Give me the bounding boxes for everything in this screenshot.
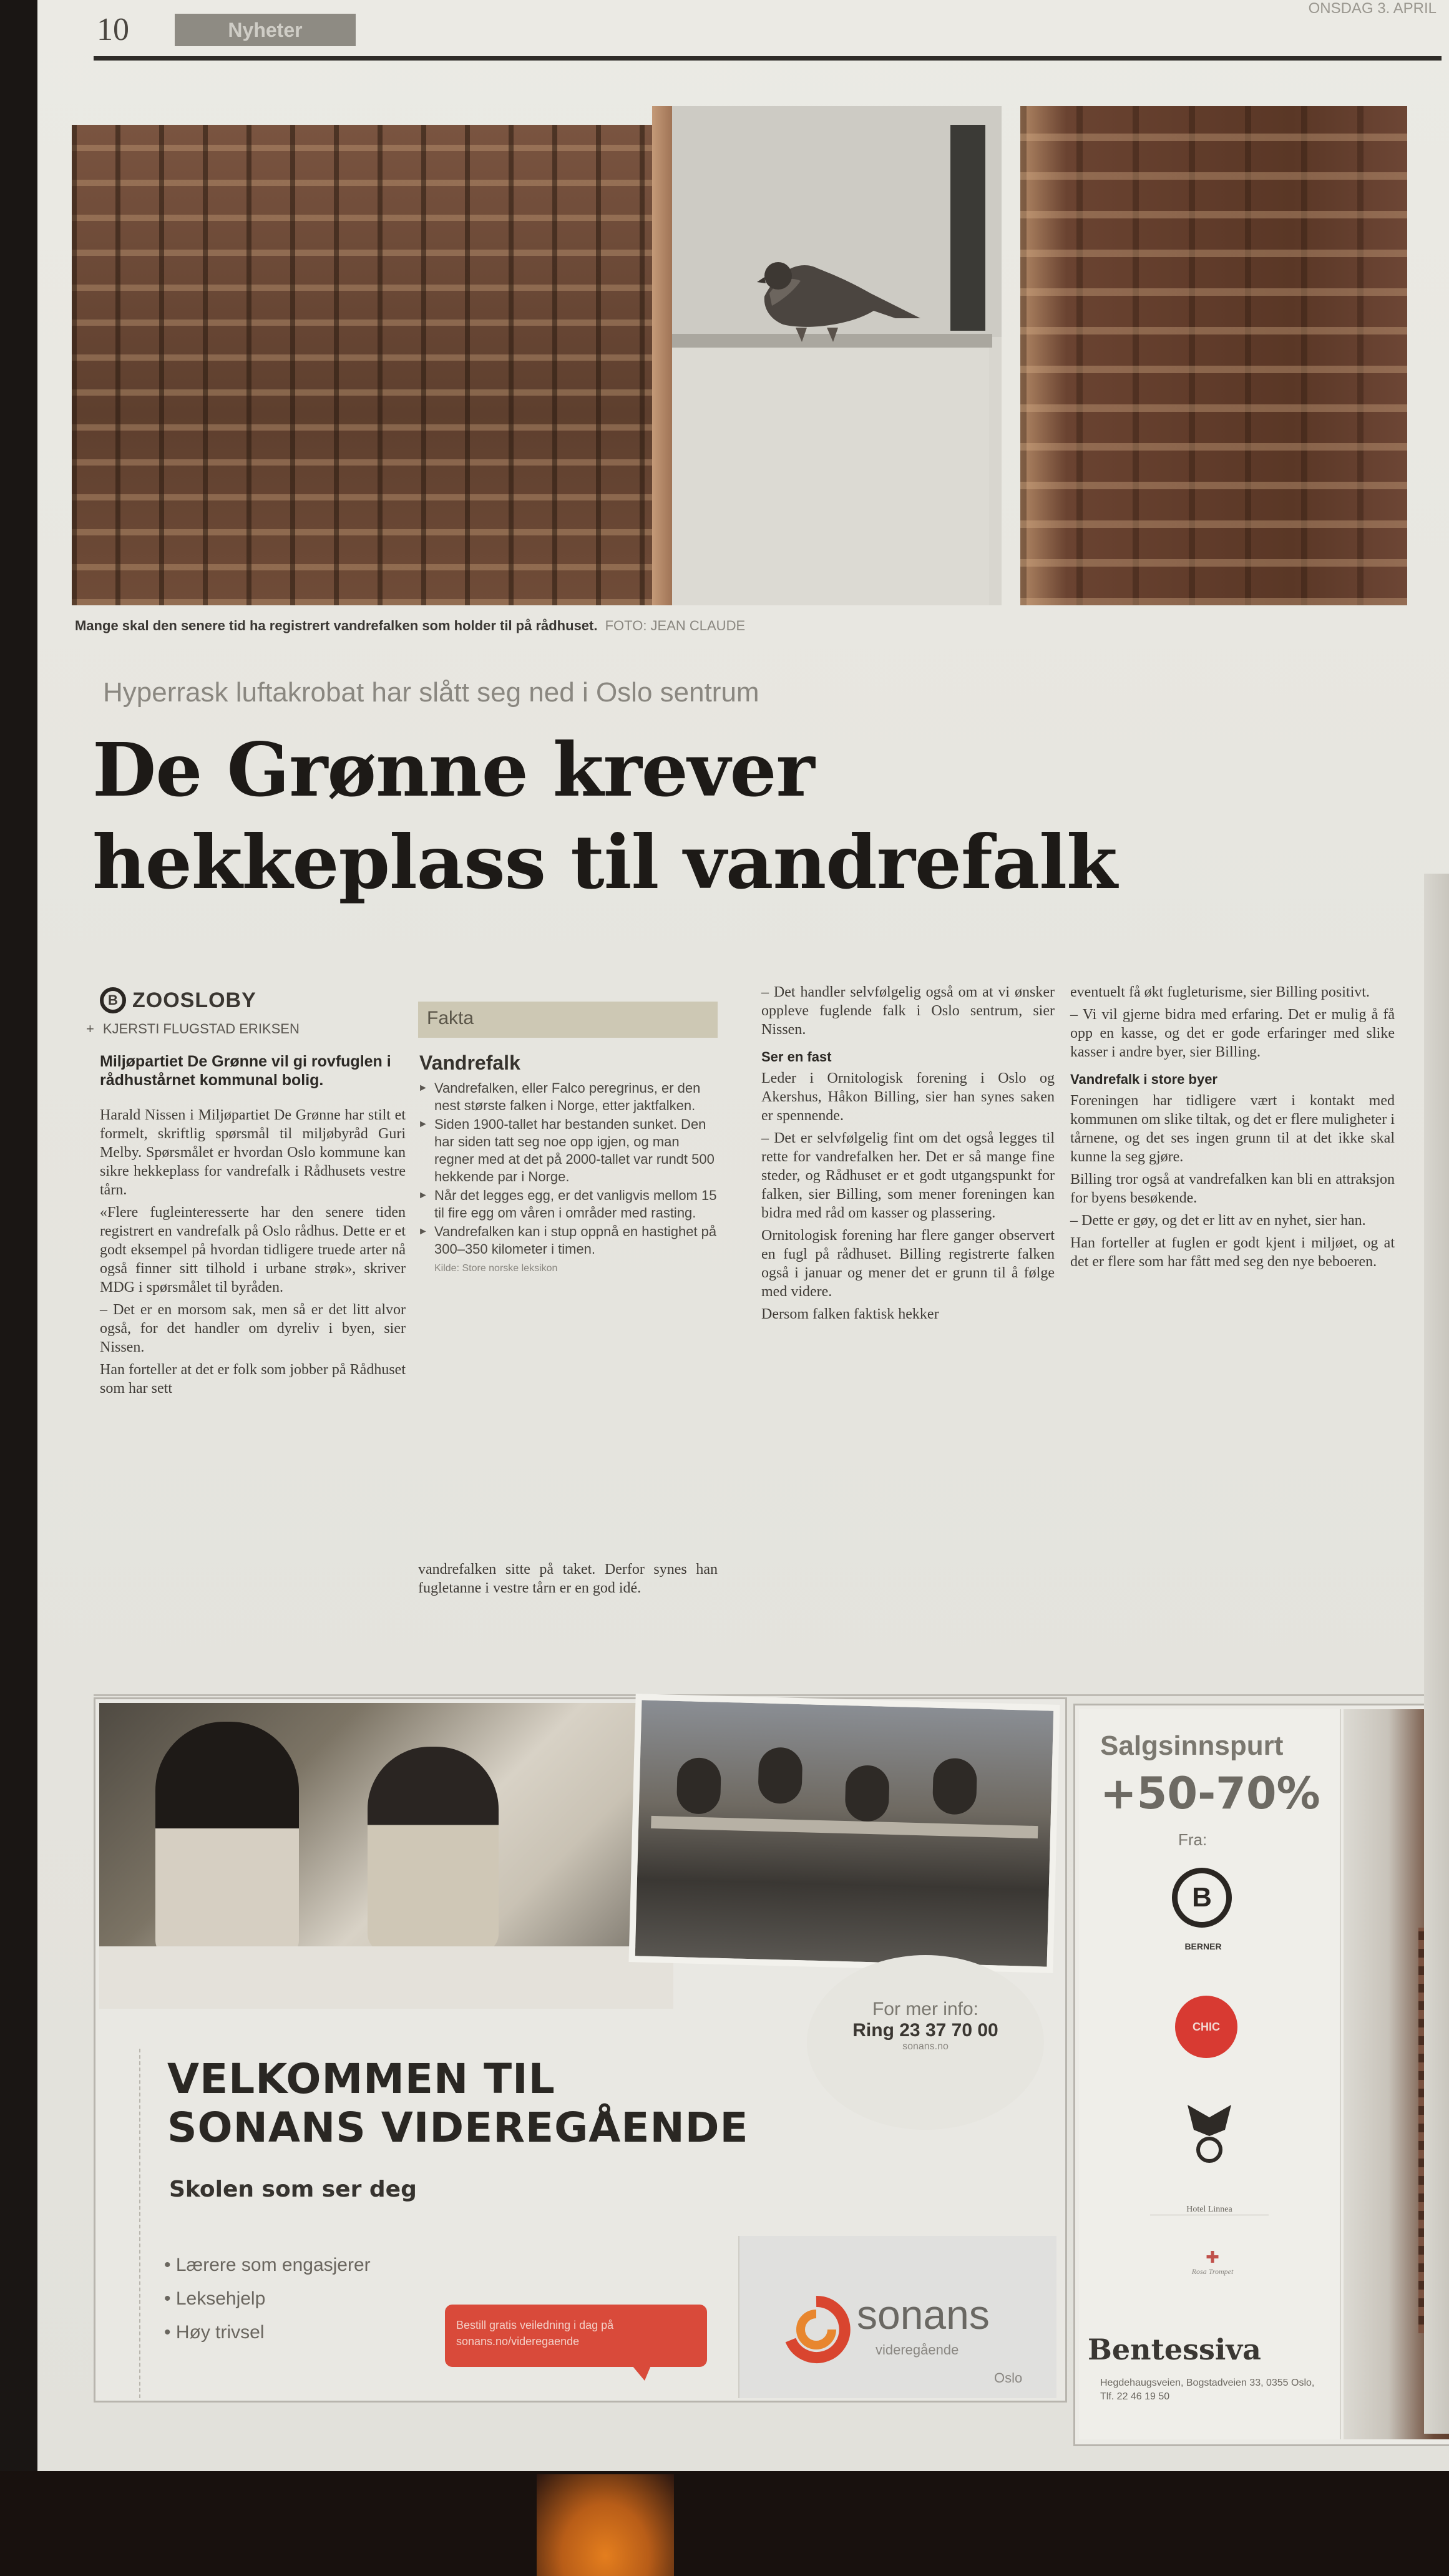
rosa-logo-text: Rosa Trompet xyxy=(1191,2267,1234,2276)
plus-icon: + xyxy=(86,1021,94,1037)
body-paragraph: – Det er en morsom sak, men så er det litt alvor også, for det handler om dyreliv i byen, sier Nissen. xyxy=(100,1302,406,1355)
byline xyxy=(86,1020,406,1038)
ad-tagline: Skolen som ser deg xyxy=(169,2177,417,2202)
sale-advertisement[interactable] xyxy=(1073,1704,1449,2446)
rosa-logo xyxy=(1181,2248,1244,2276)
contact-label: For mer info: xyxy=(872,1999,979,2019)
logo-text: ZOOSLOBY xyxy=(132,988,256,1012)
ad-bullet-list xyxy=(164,2248,371,2349)
ad-divider xyxy=(94,1694,1435,1696)
brick-column-photo xyxy=(1020,106,1407,605)
photo-credit: FOTO: JEAN CLAUDE xyxy=(605,618,746,633)
article-subhead: Ser en fast xyxy=(761,1049,832,1065)
sonans-logo-icon xyxy=(782,2295,851,2364)
fact-list xyxy=(418,1080,718,1258)
cross-icon: ✚ xyxy=(1206,2248,1219,2266)
body-paragraph: Han forteller at det er folk som jobber på Rådhuset som har sett xyxy=(100,1362,406,1397)
dateline: ONSDAG 3. APRIL xyxy=(1308,0,1437,17)
ad-bullet: • Leksehjelp xyxy=(164,2282,371,2316)
section-label: Nyheter xyxy=(175,14,356,46)
student-head xyxy=(676,1757,721,1815)
sonans-advertisement[interactable] xyxy=(94,1697,1067,2403)
shop-name: Bentessiva xyxy=(1088,2333,1261,2366)
article-column-3 xyxy=(761,983,1055,1327)
student-figure xyxy=(368,1747,499,1953)
brick-wall-photo xyxy=(72,125,652,605)
photo-caption xyxy=(75,618,1417,634)
body-paragraph: «Flere fugleinteresserte har den senere tiden registrert en vandrefalk på Oslo rådhus. Dette er et godt eksempel på hvordan tidligere truede arter nå også finner sitt tilhold i urbane strøk», skriver MDG i spørsmålet til byråden. xyxy=(100,1204,406,1295)
hotel-logo-text: Hotel Linnea xyxy=(1150,2205,1269,2215)
brand-sub: videregående xyxy=(876,2342,959,2358)
author-name: KJERSTI FLUGSTAD ERIKSEN xyxy=(102,1021,300,1037)
students-photo xyxy=(99,1703,673,2009)
body-paragraph: Foreningen har tidligere vært i kontakt med kommunen om slike tiltak, og det er flere muligheter i tårnene, og det ses ingen grunn til at det ikke skal kunne la seg gjøre. xyxy=(1070,1093,1395,1165)
body-paragraph: – Dette er gøy, og det er litt av en nyhet, sier han. xyxy=(1070,1212,1366,1229)
newspaper-page xyxy=(37,0,1449,2490)
drainpipe xyxy=(950,125,985,331)
student-figure xyxy=(155,1722,299,1959)
berner-logo-text: BERNER xyxy=(1184,1941,1222,1951)
headline-line-2: hekkeplass til vandrefalk xyxy=(92,819,1117,905)
article-column-1 xyxy=(86,986,406,1402)
body-paragraph: Ornitologisk forening har flere ganger observert en fugl på rådhuset. Billing registrerte falken også i januar og mener det er grunn til å følge med videre. xyxy=(761,1227,1055,1300)
fact-box-title: Vandrefalk xyxy=(419,1051,520,1074)
ad-bullet: • Lærere som engasjerer xyxy=(164,2248,371,2282)
article-kicker: Hyperrask luftakrobat har slått seg ned i Oslo sentrum xyxy=(103,677,759,708)
crest-logo-icon xyxy=(1181,2099,1237,2167)
contact-phone: Ring 23 37 70 00 xyxy=(852,2020,998,2041)
desk-row xyxy=(651,1816,1038,1838)
berner-logo-icon: B xyxy=(1172,1868,1232,1928)
body-paragraph: – Det handler selvfølgelig også om at vi ønsker oppleve fuglende falk i Oslo sentrum, sier Nissen. xyxy=(761,984,1055,1038)
stone-block xyxy=(671,348,989,605)
ad-headline-line-2: SONANS VIDEREGÅENDE xyxy=(167,2104,749,2152)
fact-source: Kilde: Store norske leksikon xyxy=(434,1263,558,1274)
chic-logo-icon: CHIC xyxy=(1175,1996,1237,2058)
caption-text: Mange skal den senere tid ha registrert vandrefalken som holder til på rådhuset. xyxy=(75,618,598,633)
falcon-photo xyxy=(652,106,1002,605)
brand-name: sonans xyxy=(857,2291,990,2338)
body-paragraph: vandrefalken sitte på taket. Derfor synes han fugletanne i vestre tårn er en god idé. xyxy=(418,1561,718,1596)
fact-item: ► Siden 1900-tallet har bestanden sunket. Den har siden tatt seg noe opp igjen, og man regner med at det på 2000-tallet var rundt 500 hekkende par i Norge. xyxy=(418,1116,718,1186)
body-paragraph: – Det er selvfølgelig fint om det også legges til rette for vandrefalken her. Det er så mange fine steder, og Rådhuset er et godt utgangspunkt for falken, sier Billing, som mener foreningen kan bidra med råd om kasser og plassering. xyxy=(761,1130,1055,1221)
fact-item: ► Vandrefalken kan i stup oppnå en hastighet på 300–350 kilometer i timen. xyxy=(418,1223,718,1258)
sale-from: Fra: xyxy=(1178,1830,1208,1849)
fact-box-header: Fakta xyxy=(418,1002,718,1038)
ad-headline xyxy=(167,2055,749,2152)
blog-logo xyxy=(100,986,406,1015)
article-column-4 xyxy=(1070,983,1395,1275)
body-paragraph: – Vi vil gjerne bidra med erfaring. Det er mulig å få opp en kasse, og det er gode erfaringer med slike kasser i andre byer, sier Billing. xyxy=(1070,1007,1395,1060)
body-paragraph: Billing tror også at vandrefalken kan bli en attraksjon for byens besøkende. xyxy=(1070,1171,1395,1206)
fact-item: ► Vandrefalken, eller Falco peregrinus, er den nest største falken i Norge, etter jaktfalken. xyxy=(418,1080,718,1115)
fact-item: ► Når det legges egg, er det vanligvis mellom 15 til fire egg om våren i områder med rasting. xyxy=(418,1187,718,1222)
body-paragraph: Harald Nissen i Miljøpartiet De Grønne har stilt et formelt, skriftlig spørsmål til miljøbyråd Guri Melby. Spørsmålet er hvordan Oslo kommune kan sikre hekkeplass for vandrefalk i Rådhusets vestre tårn. xyxy=(100,1107,406,1198)
orange-object xyxy=(537,2474,674,2576)
desk xyxy=(99,1946,673,2009)
student-head xyxy=(845,1765,890,1822)
article-headline xyxy=(92,724,1340,909)
header-rule xyxy=(94,56,1442,61)
body-paragraph: Leder i Ornitologisk forening i Oslo og Akershus, Håkon Billing, sier han synes saken er spennende. xyxy=(761,1070,1055,1124)
ad-cta-bubble[interactable]: Bestill gratis veiledning i dag på sonans.no/videregaende xyxy=(445,2305,707,2367)
fact-box xyxy=(418,1002,718,1641)
dark-background xyxy=(0,2471,1449,2576)
wall-edge xyxy=(652,106,672,605)
falcon-icon xyxy=(739,237,927,343)
article-subhead: Vandrefalk i store byer xyxy=(1070,1071,1217,1087)
body-paragraph: Dersom falken faktisk hekker xyxy=(761,1306,939,1322)
brand-city: Oslo xyxy=(994,2370,1023,2386)
sale-percent: +50-70% xyxy=(1100,1768,1320,1819)
page-edge xyxy=(1424,874,1449,2434)
sale-title: Salgsinnspurt xyxy=(1100,1730,1284,1761)
ad-headline-line-1: VELKOMMEN TIL xyxy=(167,2055,555,2103)
page-number: 10 xyxy=(97,12,129,47)
ad-bullet: • Høy trivsel xyxy=(164,2316,371,2349)
shop-address: Hegdehaugsveien, Bogstadveien 33, 0355 Oslo, Tlf. 22 46 19 50 xyxy=(1100,2378,1315,2402)
body-paragraph: eventuelt få økt fugleturisme, sier Billing positivt. xyxy=(1070,984,1370,1000)
headline-line-1: De Grønne krever xyxy=(92,726,814,813)
contact-web: sonans.no xyxy=(902,2041,949,2052)
classroom-photo xyxy=(628,1694,1060,1973)
student-head xyxy=(932,1758,977,1815)
article-ingress: Miljøpartiet De Grønne vil gi rovfuglen i rådhustårnet kommunal bolig. xyxy=(100,1053,391,1089)
body-paragraph: Han forteller at fuglen er godt kjent i miljøet, og at det er flere som har fått med seg den nye beboeren. xyxy=(1070,1235,1395,1270)
logo-mark-icon: B xyxy=(100,987,126,1013)
student-head xyxy=(758,1747,803,1804)
